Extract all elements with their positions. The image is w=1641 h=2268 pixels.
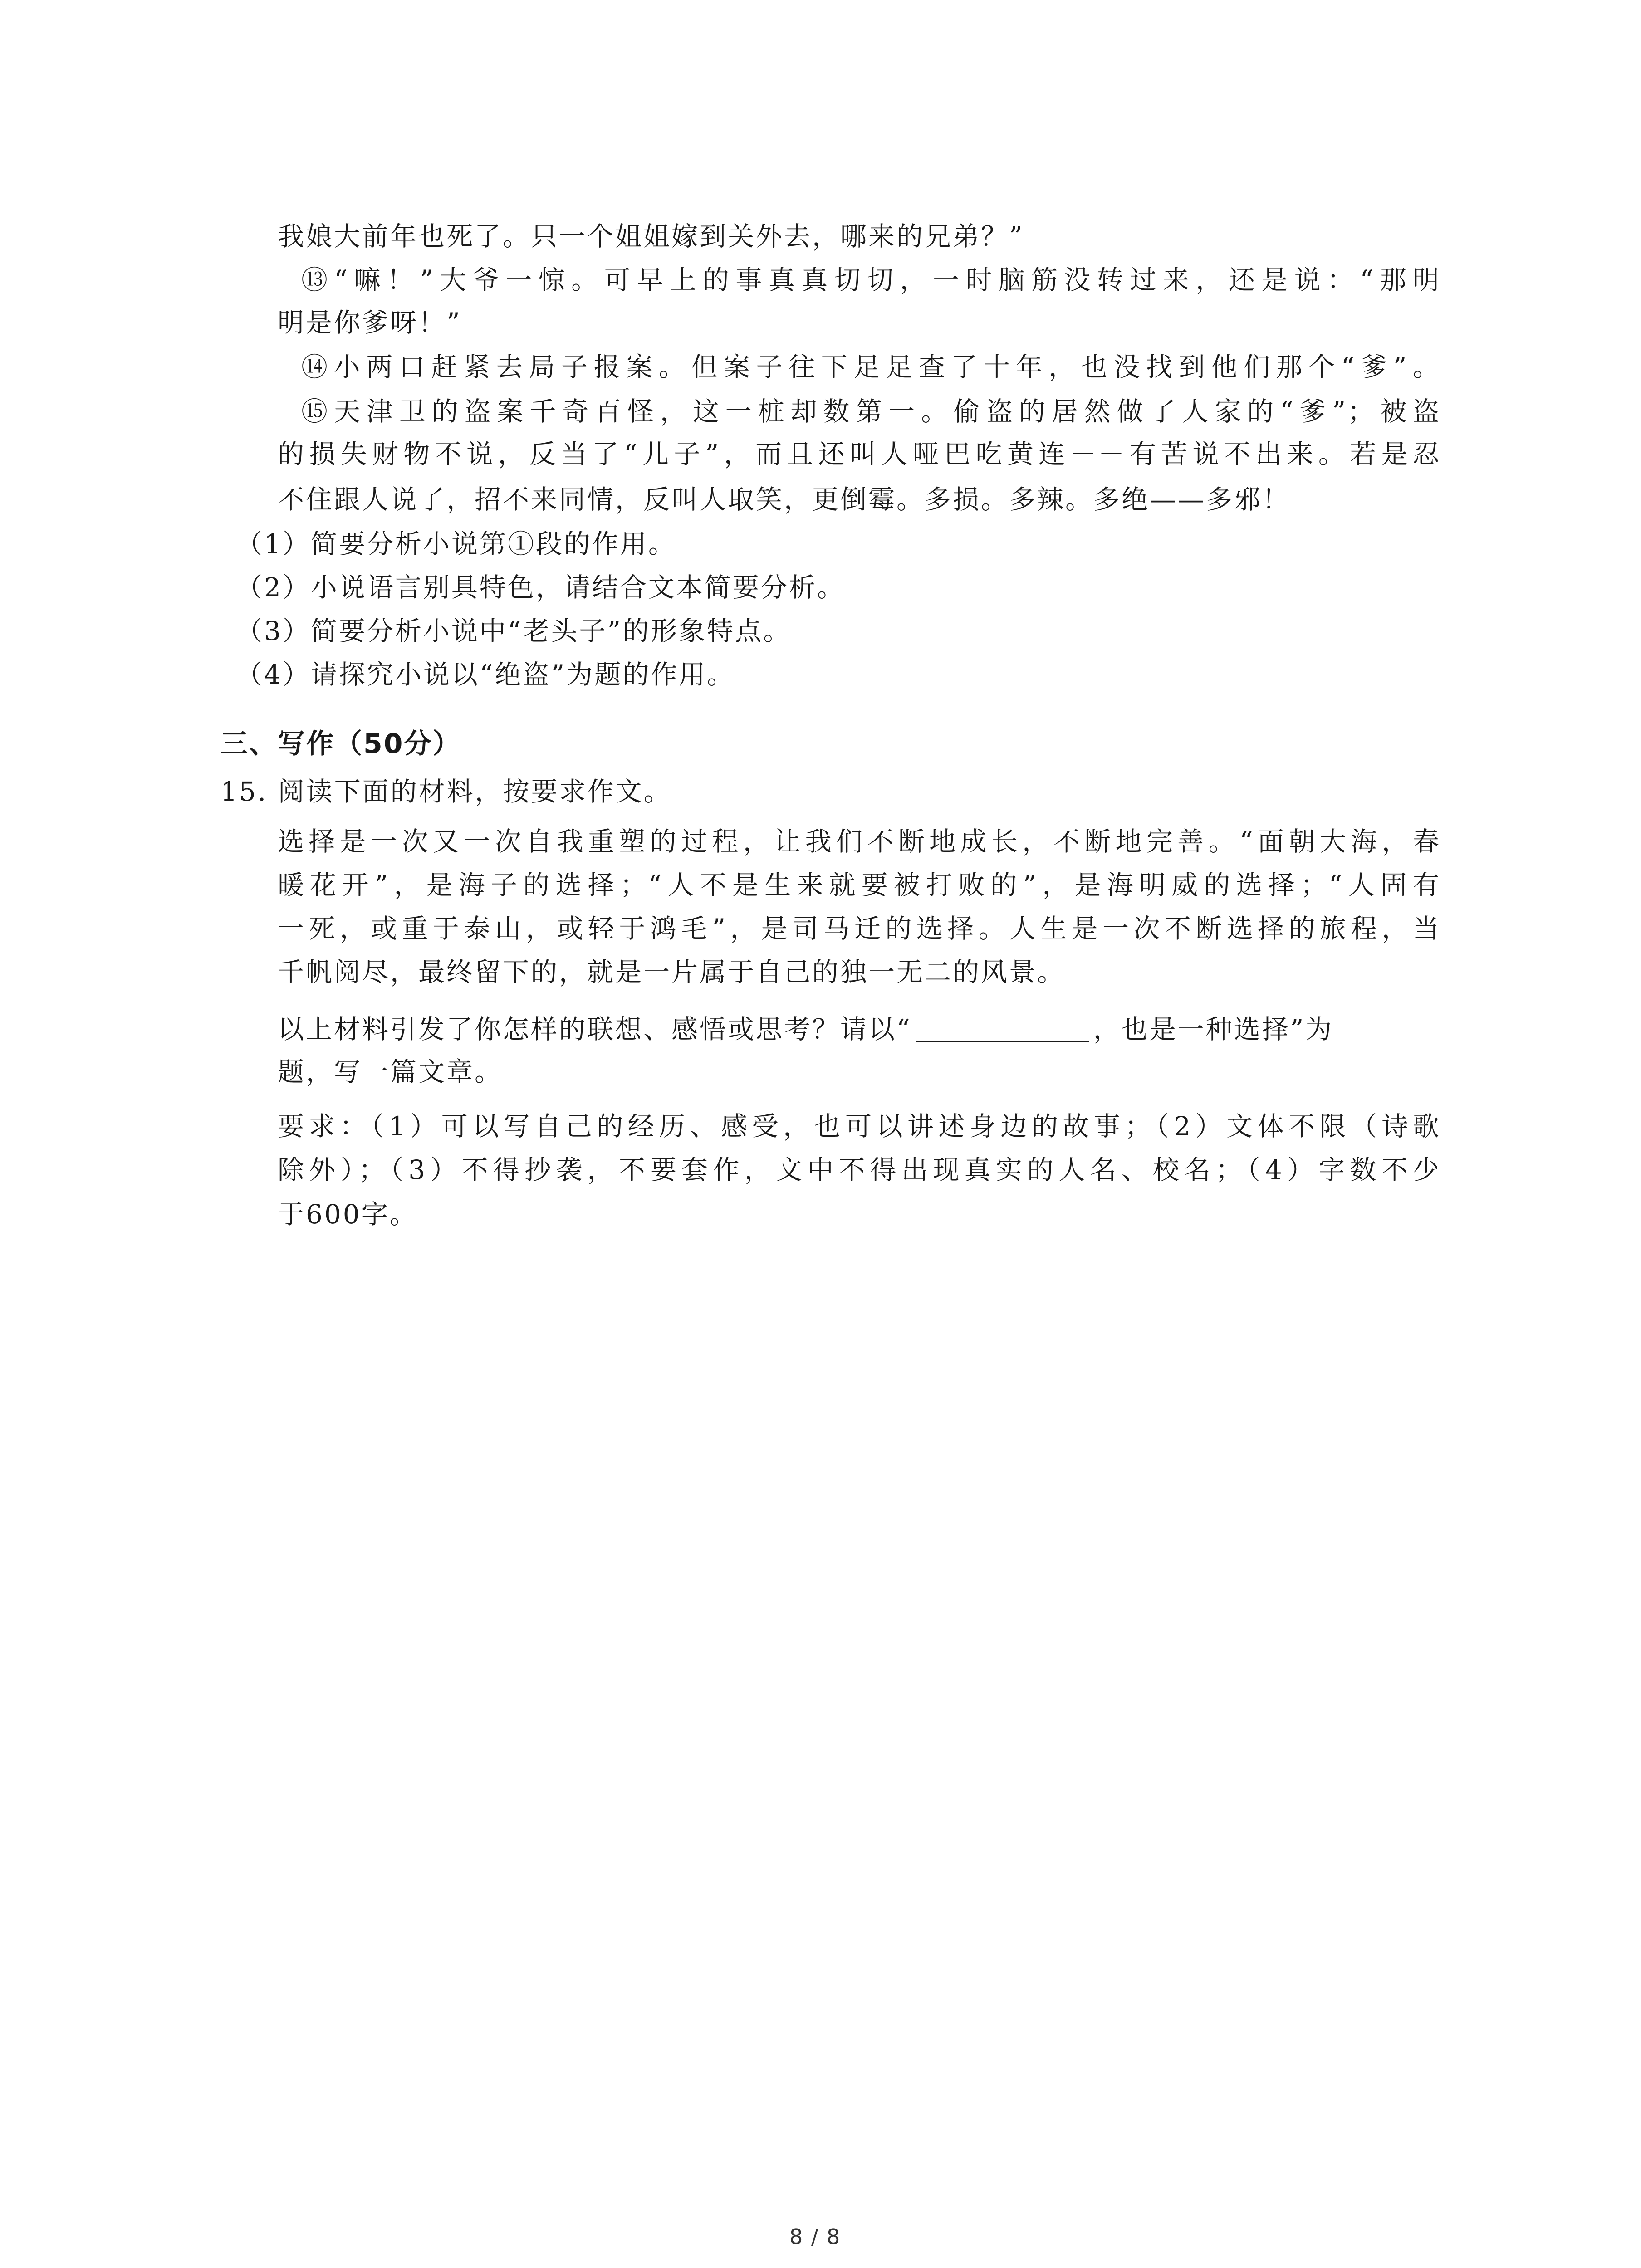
question-15-prompt: 15. 阅读下面的材料，按要求作文。 xyxy=(220,776,672,807)
requirement-line-1: 要求：（1）可以写自己的经历、感受，也可以讲述身边的故事；（2）文体不限（诗歌 xyxy=(278,1111,1441,1142)
passage-line-6: 的损失财物不说，反当了“儿子”，而且还叫人哑巴吃黄连－－有苦说不出来。若是忍 xyxy=(278,439,1441,469)
passage-line-7: 不住跟人说了，招不来同情，反叫人取笑，更倒霉。多损。多辣。多绝——多邪！ xyxy=(278,484,1291,515)
passage-line-5: ⑮天津卫的盗案千奇百怪，这一桩却数第一。偷盗的居然做了人家的“爹”；被盗 xyxy=(301,396,1441,427)
material-line-1: 选择是一次又一次自我重塑的过程，让我们不断地成长，不断地完善。“面朝大海，春 xyxy=(278,826,1441,857)
passage-line-1: 我娘大前年也死了。只一个姐姐嫁到关外去，哪来的兄弟？” xyxy=(278,221,1024,252)
material-line-4: 千帆阅尽，最终留下的，就是一片属于自己的独一无二的风景。 xyxy=(278,957,1066,987)
question-4: （4）请探究小说以“绝盗”为题的作用。 xyxy=(236,659,735,690)
task-line-1 xyxy=(278,1014,1334,1045)
passage-line-3: 明是你爹呀！” xyxy=(278,307,462,338)
passage-line-2: ⑬“嘛！”大爷一惊。可早上的事真真切切，一时脑筋没转过来，还是说：“那明 xyxy=(301,264,1441,295)
question-3: （3）简要分析小说中“老头子”的形象特点。 xyxy=(236,616,792,646)
task-prefix: 以上材料引发了你怎样的联想、感悟或思考？请以“ xyxy=(278,1014,912,1045)
material-line-2: 暖花开”，是海子的选择；“人不是生来就要被打败的”，是海明威的选择；“人固有 xyxy=(278,870,1441,900)
passage-line-4: ⑭小两口赶紧去局子报案。但案子往下足足查了十年，也没找到他们那个“爹”。 xyxy=(301,352,1441,382)
page-number: 8 / 8 xyxy=(789,2224,841,2249)
task-suffix: ，也是一种选择”为 xyxy=(1093,1014,1334,1045)
title-blank xyxy=(916,1014,1089,1042)
question-1: （1）简要分析小说第①段的作用。 xyxy=(236,528,676,559)
task-line-2: 题，写一篇文章。 xyxy=(278,1056,503,1087)
question-2: （2）小说语言别具特色，请结合文本简要分析。 xyxy=(236,572,845,603)
requirement-line-2: 除外）；（3）不得抄袭，不要套作，文中不得出现真实的人名、校名；（4）字数不少 xyxy=(278,1154,1441,1185)
requirement-line-3: 于600字。 xyxy=(278,1199,418,1230)
material-line-3: 一死，或重于泰山，或轻于鸿毛”，是司马迁的选择。人生是一次不断选择的旅程，当 xyxy=(278,913,1441,944)
section-heading: 三、写作（50分） xyxy=(220,728,461,760)
